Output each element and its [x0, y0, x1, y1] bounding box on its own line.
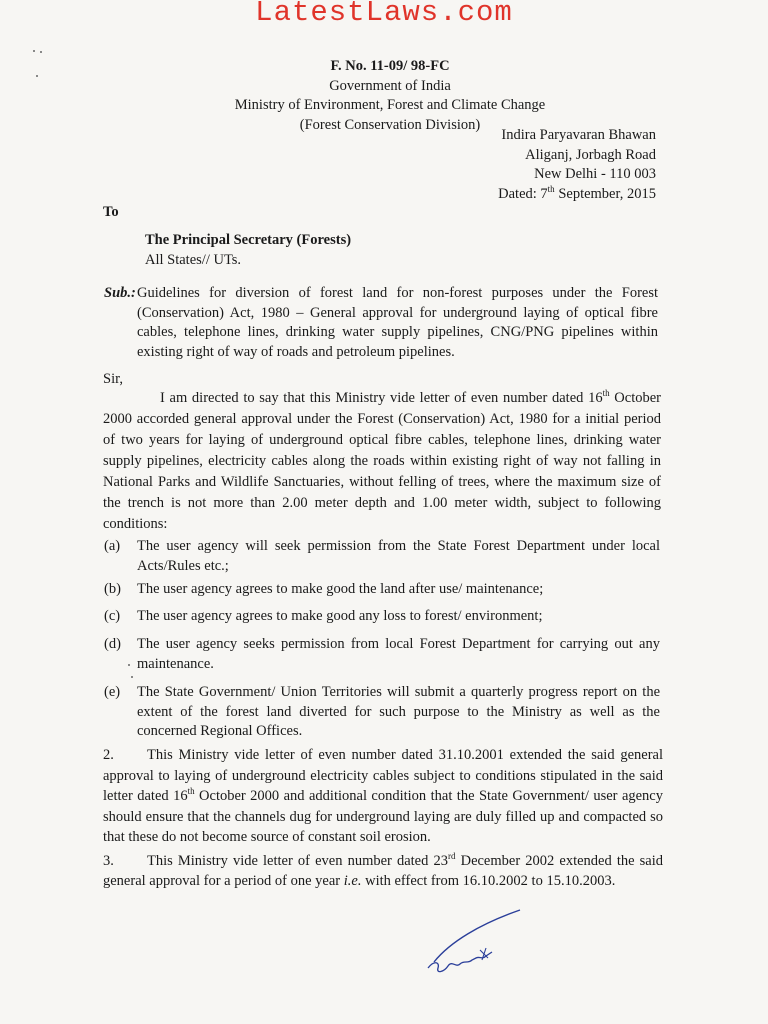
condition-text: The user agency agrees to make good any loss to forest/ environment; — [137, 608, 543, 624]
condition-label: (a) — [104, 538, 121, 554]
watermark: LatestLaws.com — [255, 0, 513, 29]
condition-text: The user agency will seek permission from the State Forest Department under local Acts/Rules etc.; — [137, 538, 660, 574]
header-division: (Forest Conservation Division) — [299, 116, 481, 133]
to-label: To — [103, 204, 119, 220]
subject-label: Sub.: — [104, 285, 136, 301]
paragraph-1: I am directed to say that this Ministry vide letter of even number dated 16th October 2000 accorded general approval under the Forest (Conservation) Act, 1980 for a initial period of two years for laying of underground optical fibre cables, telephone lines, drinking water supply pipelines, electricity cables along the roads within existing right of way not falling in National Parks and Wildlife Sanctuaries, without felling of trees, where the maximum size of the trench is not more than 2.00 meter depth and 1.00 meter width, subject to following conditions: — [103, 388, 661, 532]
condition-item — [104, 537, 660, 576]
handwritten-signature — [420, 902, 530, 982]
condition-label: (e) — [104, 684, 121, 700]
header-government: Government of India — [329, 77, 451, 94]
address-line-1: Indira Paryavaran Bhawan — [501, 127, 656, 143]
sender-address — [480, 126, 656, 204]
salutation: Sir, — [103, 371, 123, 387]
condition-item — [104, 580, 660, 600]
condition-text: The user agency seeks permission from local Forest Department for carrying out any maintenance. — [137, 636, 660, 672]
file-number: F. No. 11-09/ 98-FC — [330, 58, 450, 74]
condition-text: The user agency agrees to make good the land after use/ maintenance; — [137, 581, 544, 597]
address-line-2: Aliganj, Jorbagh Road — [525, 146, 656, 163]
recipient-title: The Principal Secretary (Forests) — [145, 232, 352, 248]
subject-block — [104, 284, 658, 362]
condition-text: The State Government/ Union Territories will submit a quarterly progress report on the extent of the forest land diverted for such purpose to the Ministry as well as the concerned Regional Offices. — [137, 684, 660, 739]
condition-item — [104, 635, 660, 674]
condition-item — [104, 607, 660, 627]
condition-label: (b) — [104, 581, 121, 597]
header-ministry: Ministry of Environment, Forest and Climate Change — [234, 97, 546, 113]
subject-text: Guidelines for diversion of forest land for non-forest purposes under the Forest (Conservation) Act, 1980 – General approval for underground laying of optical fibre cables, telephone lines, drinking water supply pipelines, CNG/PNG pipelines within existing right of way of roads and petroleum pipelines. — [137, 285, 658, 360]
paragraph-2: 2. This Ministry vide letter of even number dated 31.10.2001 extended the said general approval to laying of underground electricity cables subject to conditions stipulated in the said letter dated 16th October 2000 and additional condition that the State Government/ user agency should ensure that the channels dug for underground laying are duly filled up and compacted so that these do not become source of constant soil erosion. — [103, 747, 663, 845]
recipient-scope: All States// UTs. — [145, 251, 242, 268]
condition-item — [104, 683, 660, 742]
paragraph-3: 3. This Ministry vide letter of even number dated 23rd December 2002 extended the said general approval for a period of one year i.e. with effect from 16.10.2002 to 15.10.2003. — [103, 851, 663, 889]
recipient — [145, 231, 351, 270]
letter-date: Dated: 7th September, 2015 — [498, 183, 656, 202]
letter-header — [180, 57, 600, 135]
condition-label: (d) — [104, 636, 121, 652]
address-line-3: New Delhi - 110 003 — [534, 166, 656, 182]
condition-label: (c) — [104, 608, 121, 624]
